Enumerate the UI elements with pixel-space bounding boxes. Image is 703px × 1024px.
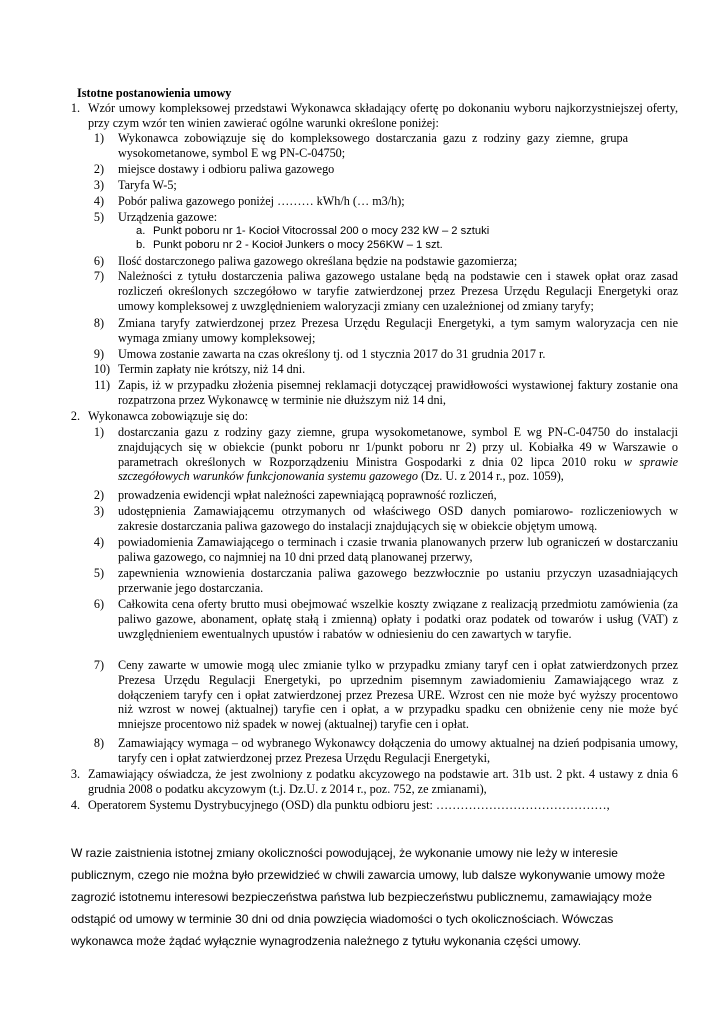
list-item-text: powiadomienia Zamawiającego o terminach i czasie trwania planowanych przerw lub ograniczeń w dostarczaniu paliwa gazowego, co najmniej na 10 dni przed datą planowanej przerwy, [118,535,678,564]
section-1-number: 1. [70,101,80,115]
list-item-number: 5) [93,566,104,580]
list-item-number: 4) [93,535,104,549]
section-4-text: Operatorem Systemu Dystrybucyjnego (OSD) dla punktu odbioru jest: ……………………………………, [88,798,610,812]
list-item-text: Należności z tytułu dostarczenia paliwa gazowego ustalane będą na podstawie cen i stawek opłat oraz zasad rozliczeń określonych szczegółowo w taryfie zatwierdzonej przez Prezesa Urzędu Regulacji Energetyki oraz umowy kompleksowej z uwzględnieniem waloryzacji zmiany cen uzależnionej od zmiany taryfy; [118,269,678,313]
sub-item-letter: a. [136,225,146,237]
list-item-number: 6) [93,254,104,268]
list-item-text: Pobór paliwa gazowego poniżej ……… kWh/h (… m3/h); [118,194,405,208]
section-2-number: 2. [70,409,80,423]
list-item-number: 6) [93,597,104,611]
sub-item-text: Punkt poboru nr 2 - Kocioł Junkers o mocy 256KW – 1 szt. [153,239,443,251]
list-item-text: Urządzenia gazowe: [118,210,218,224]
list-item-number: 3) [93,504,104,518]
list-item-number: 9) [93,347,104,361]
list-item-number: 5) [93,210,104,224]
list-item-number: 10) [93,362,110,376]
list-item-number: 2) [93,488,104,502]
document-heading: Istotne postanowienia umowy [77,86,232,100]
section-1-text: Wzór umowy kompleksowej przedstawi Wykonawca składający ofertę po dokonaniu wyboru najkorzystniejszej oferty, przy czym wzór ten winien zawierać ogólne warunki określone poniżej: [88,101,678,130]
list-item-number: 8) [93,316,104,330]
list-item-text: Zmiana taryfy zatwierdzonej przez Prezesa Urzędu Regulacji Energetyki, a tym samym waloryzacja cen nie wymaga zmiany umowy kompleksowej; [118,316,678,345]
closing-paragraph: W razie zaistnienia istotnej zmiany okoliczności powodującej, że wykonanie umowy nie leży w interesie publicznym, czego nie można było przewidzieć w chwili zawarcia umowy, lub dalsze wykonywanie umowy może zagrozić istotnemu interesowi bezpieczeństwa państwa lub bezpieczeństwu publicznemu, zamawiający może odstąpić od umowy w terminie 30 dni od dnia powzięcia wiadomości o tych okolicznościach. Wówczas wykonawca może żądać wyłącznie wynagrodzenia należnego z tytułu wykonania części umowy. [71,846,666,948]
list-item-number: 3) [93,178,104,192]
section-2-text: Wykonawca zobowiązuje się do: [88,409,249,423]
list-item-number: 7) [93,658,104,672]
list-item-text: Zamawiający wymaga – od wybranego Wykonawcy dołączenia do umowy aktualnej na dzień podpisania umowy, taryfy cen i opłat zatwierdzonej przez Prezesa Urzędu Regulacji Energetyki, [118,736,678,765]
list-item-text: Termin zapłaty nie krótszy, niż 14 dni. [118,362,306,376]
list-item-text: Taryfa W-5; [118,178,177,192]
list-item-number: 8) [93,736,104,750]
list-item-text: Umowa zostanie zawarta na czas określony tj. od 1 stycznia 2017 do 31 grudnia 2017 r. [118,347,546,361]
list-item-text: miejsce dostawy i odbioru paliwa gazowego [118,162,335,176]
section-3-text: Zamawiający oświadcza, że jest zwolniony z podatku akcyzowego na podstawie art. 31b ust. 2 pkt. 4 ustawy z dnia 6 grudnia 2008 o podatku akcyzowym (t.j. Dz.U. z 2014 r., poz. 752, ze zmianami), [88,767,678,796]
list-item-text: Całkowita cena oferty brutto musi obejmować wszelkie koszty związane z realizacją przedmiotu zamówienia (za paliwo gazowe, abonament, opłatę stałą i zmienną) opłaty i podatki oraz podatek od towarów i usług (VAT) z uwzględnieniem ewentualnych upustów i rabatów w odniesieniu do cen zawartych w taryfie. [118,597,678,641]
section-3-number: 3. [70,767,80,781]
list-item-text-part: (Dz. U. z 2014 r., poz. 1059), [417,469,564,484]
list-item-text: Ceny zawarte w umowie mogą ulec zmianie tylko w przypadku zmiany taryf cen i opłat zatwierdzonych przez Prezesa Urzędu Regulacji Energetyki, po uprzednim pisemnym zawiadomieniu Zamawiającego wraz z dołączeniem taryfy cen i opłat zatwierdzonej przez Prezesa URE. Wzrost cen nie może być wyższy procentowo niż wzrost w nowej (aktualnej) taryfie cen i opłat, a w przypadku spadku cen obniżenie ceny nie może być mniejsze procentowo niż spadek w nowej (aktualnej) taryfie cen i opłat. [118,658,678,732]
list-item-text [118,425,678,484]
list-item-text: Wykonawca zobowiązuje się do kompleksowego dostarczania gazu z rodziny gazy ziemne, grupa wysokometanowe, symbol E wg PN-C-04750; [118,131,628,160]
list-item-number: 7) [93,269,104,283]
list-item-number: 4) [93,194,104,208]
list-item-text-part: dostarczania gazu z rodziny gazy ziemne, grupa wysokometanowe, symbol E wg PN-C-04750 do instalacji znajdujących się w obiekcie (punkt poboru nr 1/punkt poboru nr 2) przy ul. Kobiałka 49 w Warszawie o parametrach określonych w Rozporządzeniu Ministra Gospodarki z dnia 02 lipca 2010 roku [118,425,678,469]
sub-item-text: Punkt poboru nr 1- Kocioł Vitocrossal 200 o mocy 232 kW – 2 sztuki [153,225,490,237]
list-item-text: zapewnienia wznowienia dostarczania paliwa gazowego bezzwłocznie po ustaniu przyczyn uzasadniających przerwanie jego dostarczania. [118,566,678,595]
list-item-text: Zapis, iż w przypadku złożenia pisemnej reklamacji dotyczącej prawidłowości wystawionej faktury zostanie ona rozpatrzona przez Wykonawcę w terminie nie dłuższym niż 14 dni, [118,378,678,407]
list-item-number: 1) [93,425,104,439]
list-item-text: prowadzenia ewidencji wpłat należności zapewniającą poprawność rozliczeń, [118,488,497,502]
sub-item-letter: b. [136,239,146,251]
list-item-number: 11) [94,378,110,392]
regulation-title: w sprawie szczegółowych warunków funkcjonowania systemu gazowego [118,454,678,484]
list-item-number: 2) [93,162,104,176]
list-item-text: Ilość dostarczonego paliwa gazowego określana będzie na podstawie gazomierza; [118,254,518,268]
section-4-number: 4. [70,798,80,812]
list-item-number: 1) [93,131,104,145]
list-item-text: udostępnienia Zamawiającemu otrzymanych od właściwego OSD danych pomiarowo- rozliczeniowych w zakresie dostarczania paliwa gazowego do instalacji znajdujących się w obiekcie objętym umową. [118,504,678,533]
